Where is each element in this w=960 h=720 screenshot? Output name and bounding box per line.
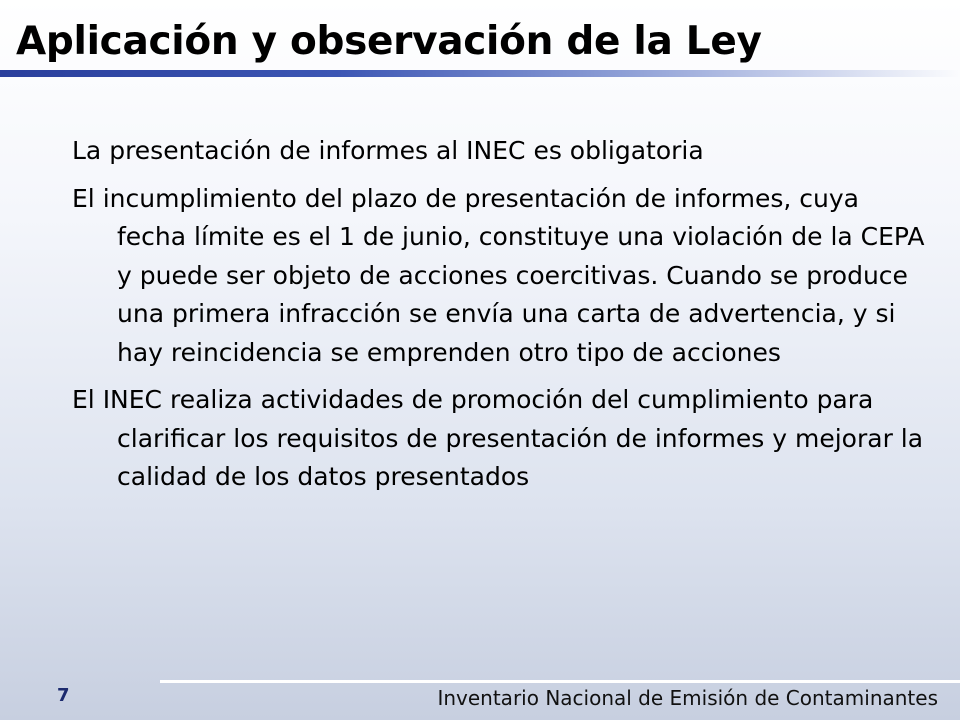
footer-rule (160, 680, 960, 683)
paragraph-mandatory-reporting: La presentación de informes al INEC es obligatoria (72, 136, 704, 165)
slide-body (72, 132, 932, 506)
page-number: 7 (57, 685, 70, 706)
paragraph-deadline-enforcement: El incumplimiento del plazo de presentación de informes, cuya fecha límite es el 1 de junio, constituye una violación de la CEPA y puede ser objeto de acciones coercitivas. Cuando se produce una primera infracción se envía una carta de advertencia, y si hay reincidencia se emprenden otro tipo de acciones (72, 183, 925, 367)
footer-text: Inventario Nacional de Emisión de Contaminantes (437, 686, 938, 710)
slide-title: Aplicación y observación de la Ley (16, 19, 762, 64)
paragraph-compliance-promotion: El INEC realiza actividades de promoción del cumplimiento para clarificar los requisitos de presentación de informes y mejorar la calidad de los datos presentados (72, 385, 924, 491)
title-underline-rule (0, 70, 960, 77)
